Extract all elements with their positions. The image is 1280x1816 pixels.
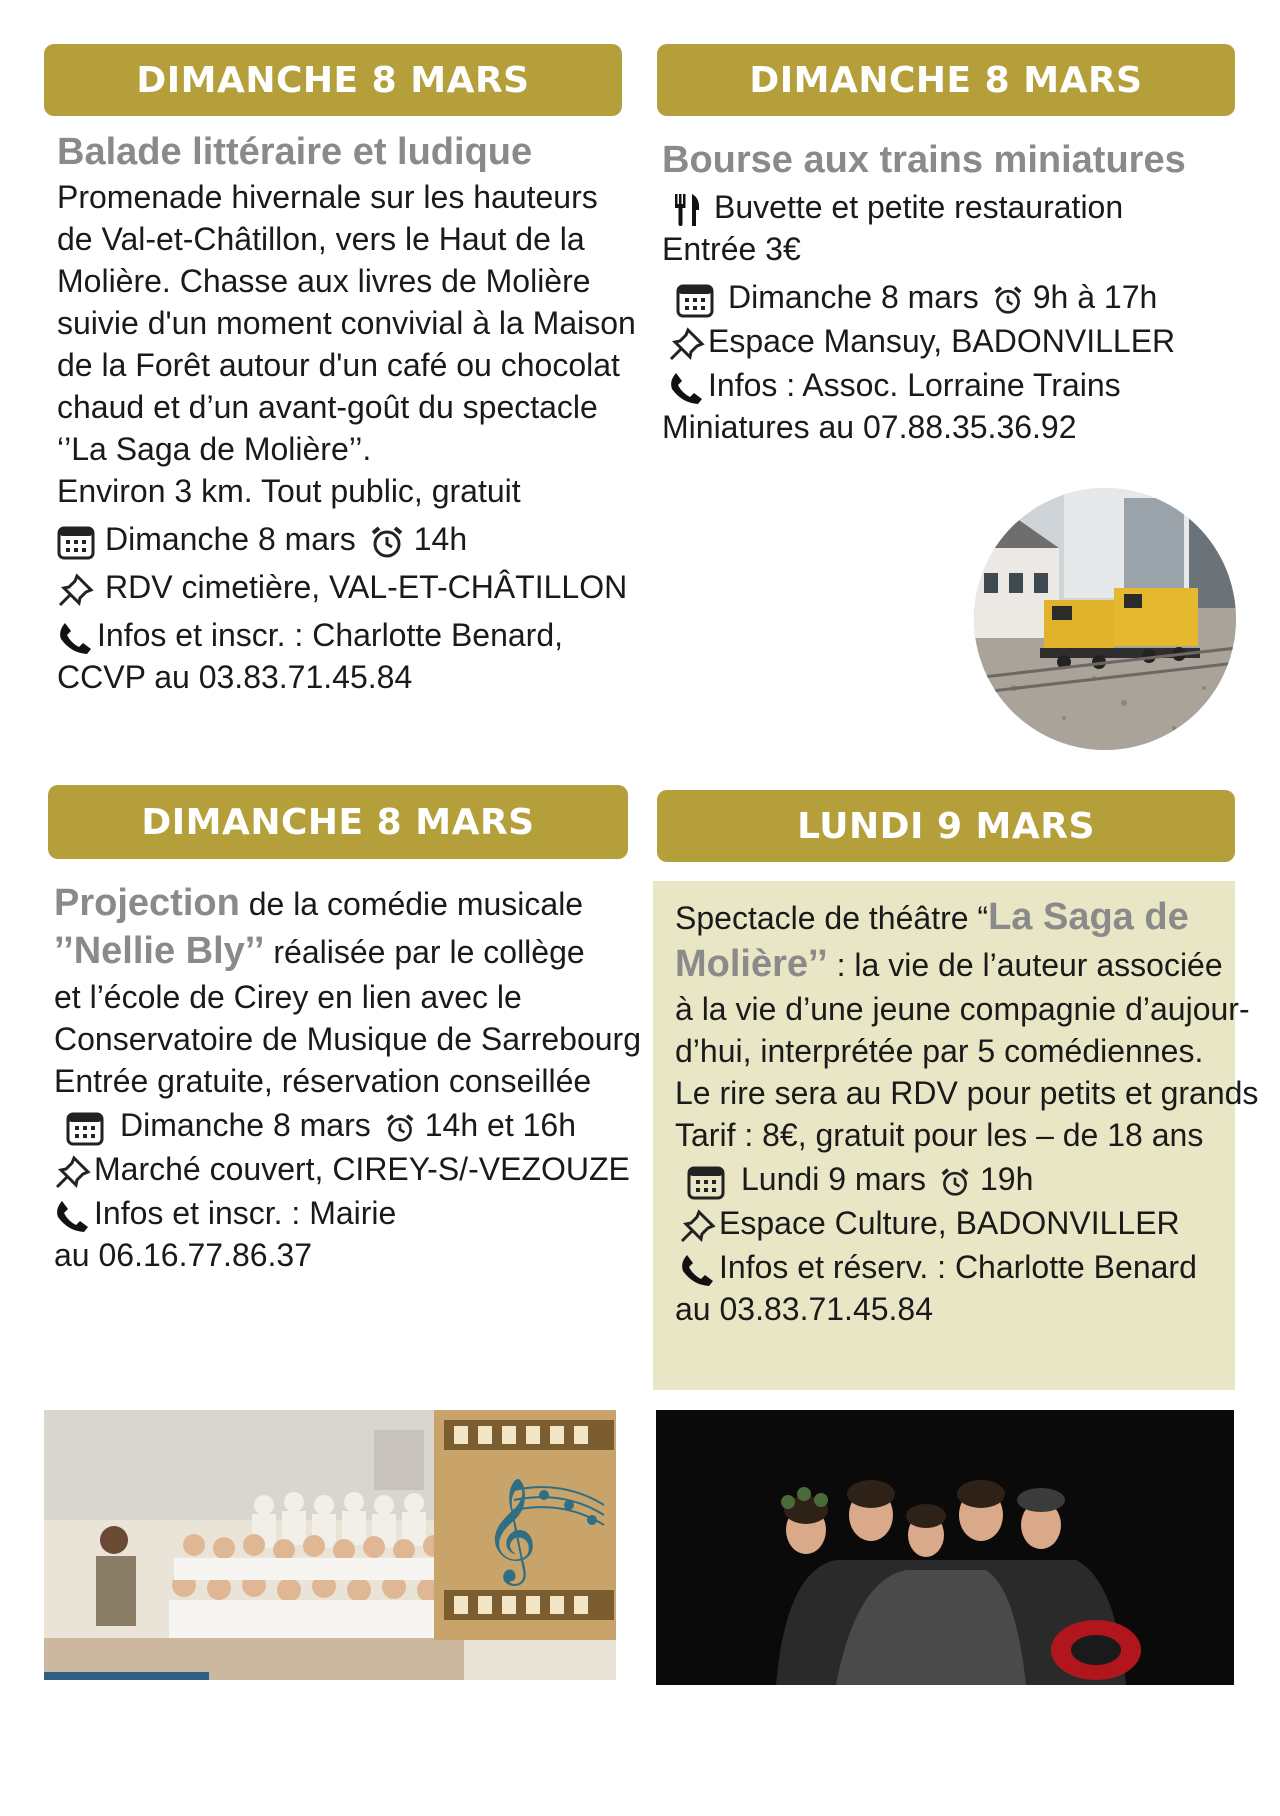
title-line — [675, 894, 1235, 941]
event-title: Projection — [54, 882, 240, 924]
event-title: Balade littéraire et ludique — [57, 131, 533, 173]
phone-icon — [679, 1253, 715, 1287]
alarm-clock-icon — [370, 525, 404, 559]
event-contact: Infos et réserv. : Charlotte Benard — [719, 1249, 1197, 1285]
title-intro: Spectacle de théâtre “ — [675, 900, 989, 936]
title-text: de la comédie musicale — [239, 886, 584, 922]
description-line: de Val-et-Châtillon, vers le Haut de la — [57, 221, 585, 257]
title-line — [54, 927, 644, 976]
alarm-clock-icon — [385, 1113, 415, 1143]
show-title-end: Molière’’ — [675, 943, 828, 985]
choir-photo — [44, 1410, 616, 1680]
date-header — [48, 785, 628, 859]
description-line: Le rire sera au RDV pour petits et grands — [675, 1075, 1259, 1111]
date-header-text: LUNDI 9 MARS — [797, 805, 1095, 847]
show-title: ’’Nellie Bly’’ — [54, 930, 265, 972]
description-line: et l’école de Cirey en lien avec le — [54, 979, 522, 1015]
phone-icon — [57, 621, 93, 655]
show-title: La Saga de — [988, 896, 1189, 938]
event-time: 14h et 16h — [424, 1107, 576, 1143]
theatre-photo — [656, 1410, 1234, 1685]
date-header-text: DIMANCHE 8 MARS — [749, 59, 1143, 101]
event-contact: Infos : Assoc. Lorraine Trains — [708, 367, 1121, 403]
date-header-text: DIMANCHE 8 MARS — [136, 59, 530, 101]
pushpin-icon — [679, 1208, 717, 1244]
contact-line-2: Miniatures au 07.88.35.36.92 — [662, 409, 1077, 445]
event-card — [57, 128, 637, 698]
contact-line — [662, 364, 1242, 406]
event-card — [662, 136, 1242, 448]
event-place: RDV cimetière, VAL-ET-CHÂTILLON — [105, 569, 628, 605]
title-text: : la vie de l’auteur associée — [827, 947, 1223, 983]
title-text: réalisée par le collège — [264, 934, 585, 970]
pushpin-icon — [668, 326, 706, 362]
event-time: 14h — [413, 521, 468, 557]
event-place: Marché couvert, CIREY-S/-VEZOUZE — [94, 1151, 630, 1187]
description-line: de la Forêt autour d'un café ou chocolat — [57, 347, 620, 383]
description-line: d’hui, interprétée par 5 comédiennes. — [675, 1033, 1204, 1069]
date-header-text: DIMANCHE 8 MARS — [141, 801, 535, 843]
date-header — [44, 44, 622, 116]
contact-line-2: au 03.83.71.45.84 — [675, 1291, 934, 1327]
contact-line-2: au 06.16.77.86.37 — [54, 1237, 313, 1273]
place-line — [675, 1202, 1235, 1244]
date-time-line — [54, 1104, 644, 1146]
event-time: 19h — [979, 1161, 1034, 1197]
pushpin-icon — [57, 572, 95, 608]
contact-line — [54, 1192, 644, 1234]
food-line — [662, 186, 1242, 228]
place-line — [57, 566, 637, 608]
place-line — [54, 1148, 644, 1190]
fork-knife-icon — [672, 192, 702, 228]
event-day: Lundi 9 mars — [741, 1161, 926, 1197]
contact-line — [675, 1246, 1235, 1288]
date-header — [657, 44, 1235, 116]
event-contact: Infos et inscr. : Mairie — [94, 1195, 397, 1231]
description-line: Molière. Chasse aux livres de Molière — [57, 263, 591, 299]
event-day: Dimanche 8 mars — [120, 1107, 371, 1143]
event-contact: Infos et inscr. : Charlotte Benard, — [97, 617, 564, 653]
event-day: Dimanche 8 mars — [728, 279, 979, 315]
contact-line — [57, 614, 637, 656]
event-day: Dimanche 8 mars — [105, 521, 356, 557]
entry-line: Entrée 3€ — [662, 231, 801, 267]
event-card — [54, 880, 644, 1276]
event-place: Espace Culture, BADONVILLER — [719, 1205, 1180, 1241]
event-card — [675, 894, 1259, 1330]
date-time-line — [662, 276, 1242, 318]
alarm-clock-icon — [993, 285, 1023, 315]
event-title: Bourse aux trains miniatures — [662, 139, 1186, 181]
food-text: Buvette et petite restauration — [714, 189, 1124, 225]
place-line — [662, 320, 1242, 362]
calendar-icon — [57, 524, 95, 560]
description-line: Entrée gratuite, réservation conseillée — [54, 1063, 592, 1099]
calendar-icon — [687, 1164, 725, 1200]
title-line — [54, 880, 644, 927]
pushpin-icon — [54, 1154, 92, 1190]
description-line: Tarif : 8€, gratuit pour les – de 18 ans — [675, 1117, 1204, 1153]
event-place: Espace Mansuy, BADONVILLER — [708, 323, 1176, 359]
train-photo — [974, 488, 1236, 750]
description-line: Environ 3 km. Tout public, gratuit — [57, 473, 521, 509]
description-line: Promenade hivernale sur les hauteurs — [57, 179, 598, 215]
alarm-clock-icon — [940, 1167, 970, 1197]
phone-icon — [668, 371, 704, 405]
phone-icon — [54, 1199, 90, 1233]
description-line: suivie d'un moment convivial à la Maison — [57, 305, 636, 341]
date-time-line — [57, 518, 637, 560]
description-line: Conservatoire de Musique de Sarrebourg — [54, 1021, 641, 1057]
contact-line-2: CCVP au 03.83.71.45.84 — [57, 659, 413, 695]
calendar-icon — [676, 282, 714, 318]
svg-text:𝄞: 𝄞 — [484, 1477, 538, 1582]
date-time-line — [675, 1158, 1235, 1200]
description-line: à la vie d’une jeune compagnie d’aujour- — [675, 991, 1250, 1027]
description-line: chaud et d’un avant-goût du spectacle — [57, 389, 598, 425]
calendar-icon — [66, 1110, 104, 1146]
title-line — [675, 941, 1235, 988]
description-line: ‘’La Saga de Molière’’. — [57, 431, 372, 467]
date-header — [657, 790, 1235, 862]
event-time: 9h à 17h — [1032, 279, 1158, 315]
